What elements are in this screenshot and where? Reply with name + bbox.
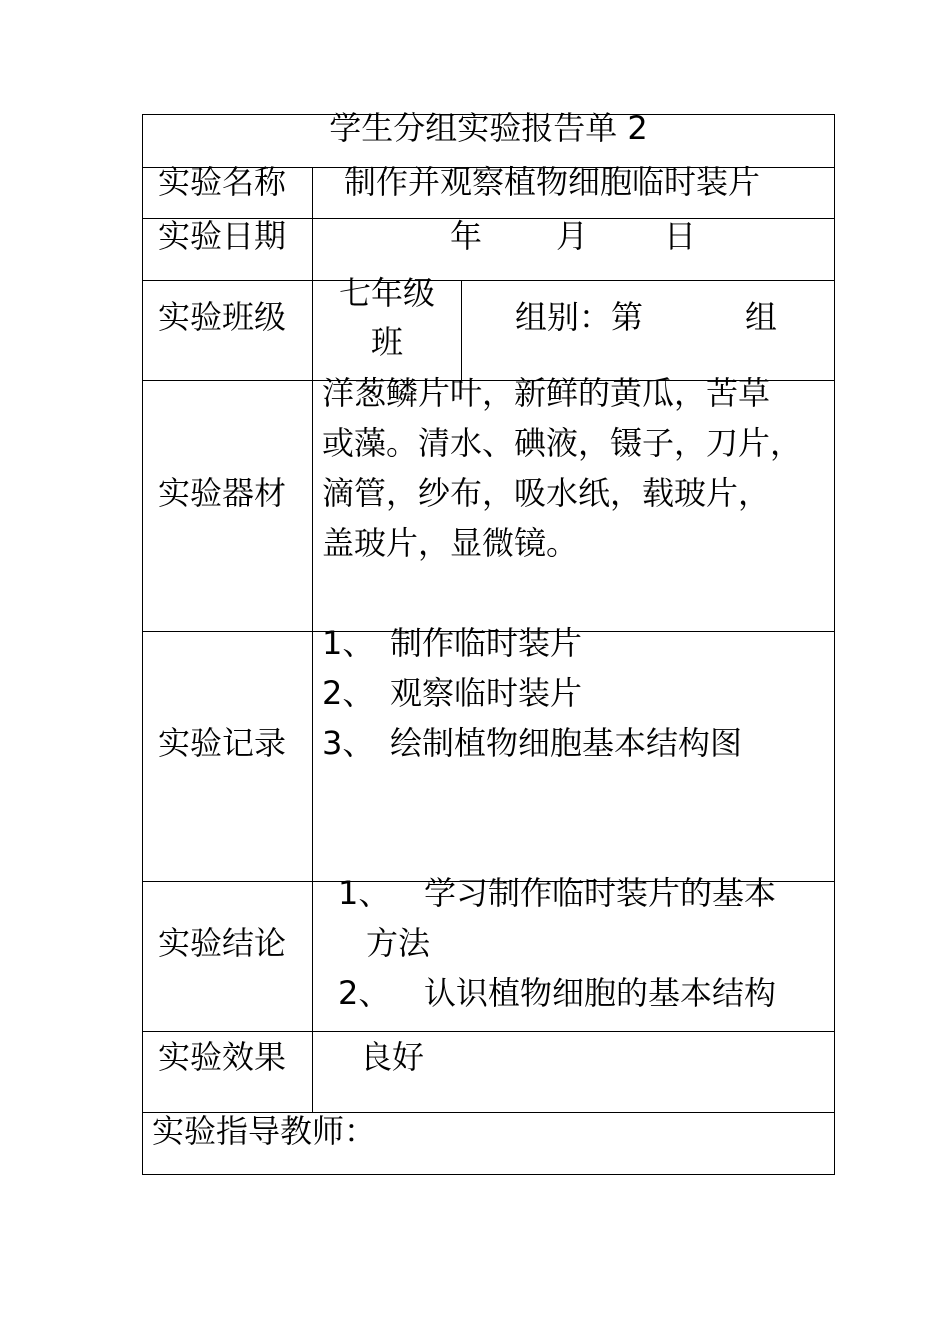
record-item-number: 2、 — [322, 674, 375, 712]
row-divider-date — [142, 280, 835, 281]
conclusion-item-number: 1、 — [338, 874, 391, 912]
report-title: 学生分组实验报告单 2 — [329, 109, 648, 147]
class-grade: 七年级 — [338, 274, 435, 312]
materials-line: 洋葱鳞片叶，新鲜的黄瓜，苦草 — [322, 374, 771, 412]
label-experiment-effect: 实验效果 — [158, 1038, 287, 1076]
label-experiment-name: 实验名称 — [158, 163, 287, 201]
conclusion-item-text: 认识植物细胞的基本结构 — [424, 974, 777, 1012]
experiment-name-value: 制作并观察植物细胞临时装片 — [344, 163, 761, 201]
record-item-number: 1、 — [322, 624, 375, 662]
table-left-border — [142, 114, 143, 1175]
record-item-number: 3、 — [322, 724, 375, 762]
class-group-divider — [461, 280, 462, 380]
record-item-text: 制作临时装片 — [390, 624, 583, 662]
conclusion-item-text: 学习制作临时装片的基本 — [424, 874, 777, 912]
label-experiment-class: 实验班级 — [158, 298, 287, 336]
date-day: 日 — [664, 217, 697, 255]
date-year: 年 — [450, 217, 483, 255]
materials-line: 或藻。清水、碘液，镊子，刀片， — [322, 424, 803, 462]
materials-line: 滴管，纱布，吸水纸，载玻片， — [322, 474, 771, 512]
record-item-text: 绘制植物细胞基本结构图 — [390, 724, 743, 762]
table-bottom-border — [142, 1174, 835, 1175]
table-right-border — [834, 114, 835, 1175]
experiment-effect-value: 良好 — [360, 1038, 425, 1076]
group-prefix: 组别：第 — [515, 298, 644, 336]
label-experiment-materials: 实验器材 — [158, 474, 287, 512]
class-suffix: 班 — [370, 323, 403, 361]
conclusion-item-number: 2、 — [338, 974, 391, 1012]
label-experiment-record: 实验记录 — [158, 724, 287, 762]
label-experiment-conclusion: 实验结论 — [158, 924, 287, 962]
conclusion-item-continuation: 方法 — [366, 924, 431, 962]
label-teacher: 实验指导教师： — [152, 1112, 377, 1150]
materials-line: 盖玻片，显微镜。 — [322, 524, 579, 562]
label-experiment-date: 实验日期 — [158, 217, 287, 255]
group-suffix: 组 — [745, 298, 778, 336]
record-item-text: 观察临时装片 — [390, 674, 583, 712]
date-month: 月 — [556, 217, 589, 255]
